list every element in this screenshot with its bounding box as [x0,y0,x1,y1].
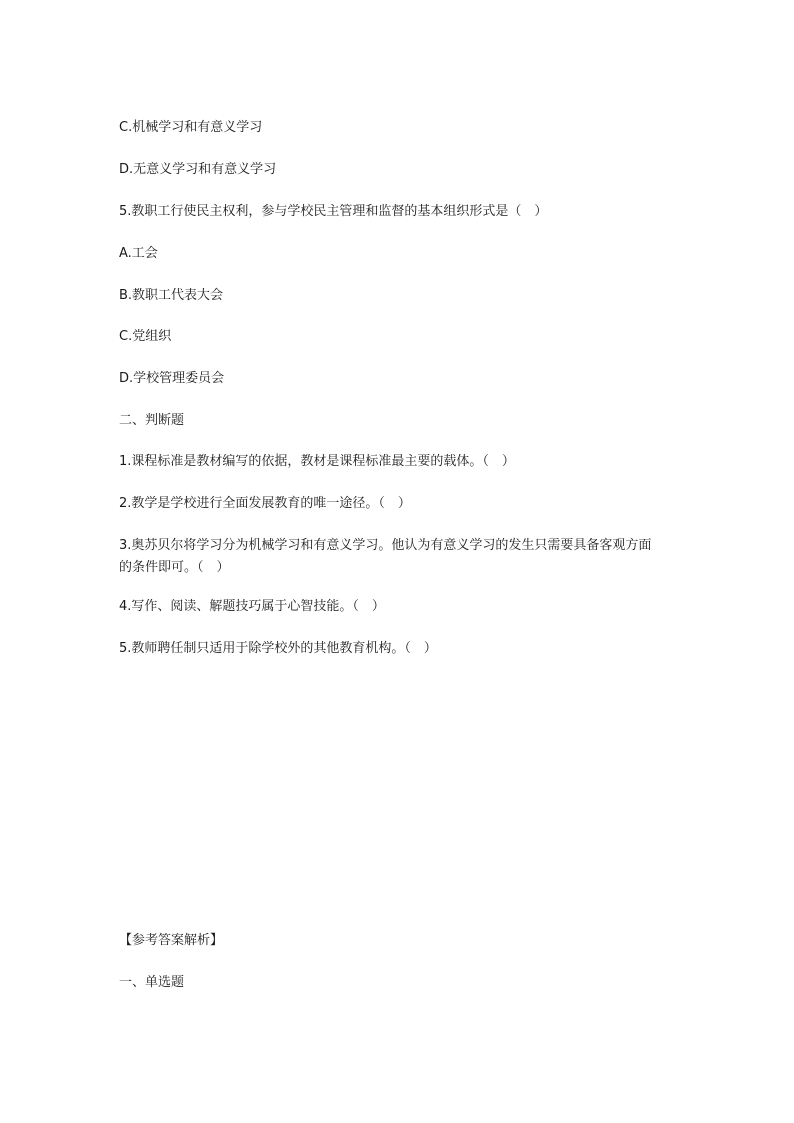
question-5-option-b: B.教职工代表大会 [119,288,224,303]
judgement-item-1: 1.课程标准是教材编写的依据，教材是课程标准最主要的载体。（ ） [119,454,515,469]
section-2-heading: 二、判断题 [119,413,185,428]
judgement-item-5: 5.教师聘任制只适用于除学校外的其他教育机构。（ ） [119,641,437,656]
option-c-prev: C.机械学习和有意义学习 [119,120,263,135]
question-5-option-d: D.学校管理委员会 [119,371,225,386]
answers-heading: 【参考答案解析】 [119,933,224,948]
question-5-stem: 5.教职工行使民主权利，参与学校民主管理和监督的基本组织形式是（ ） [119,204,548,219]
option-d-prev: D.无意义学习和有意义学习 [119,162,277,177]
judgement-item-2: 2.教学是学校进行全面发展教育的唯一途径。（ ） [119,496,411,511]
judgement-item-3: 3.奥苏贝尔将学习分为机械学习和有意义学习。他认为有意义学习的发生只需要具备客观方面的条件即可。（ ） [119,538,652,575]
answers-subheading: 一、单选题 [119,975,185,990]
judgement-item-4: 4.写作、阅读、解题技巧属于心智技能。（ ） [119,599,385,614]
question-5-option-a: A.工会 [119,246,158,261]
question-5-option-c: C.党组织 [119,329,172,344]
